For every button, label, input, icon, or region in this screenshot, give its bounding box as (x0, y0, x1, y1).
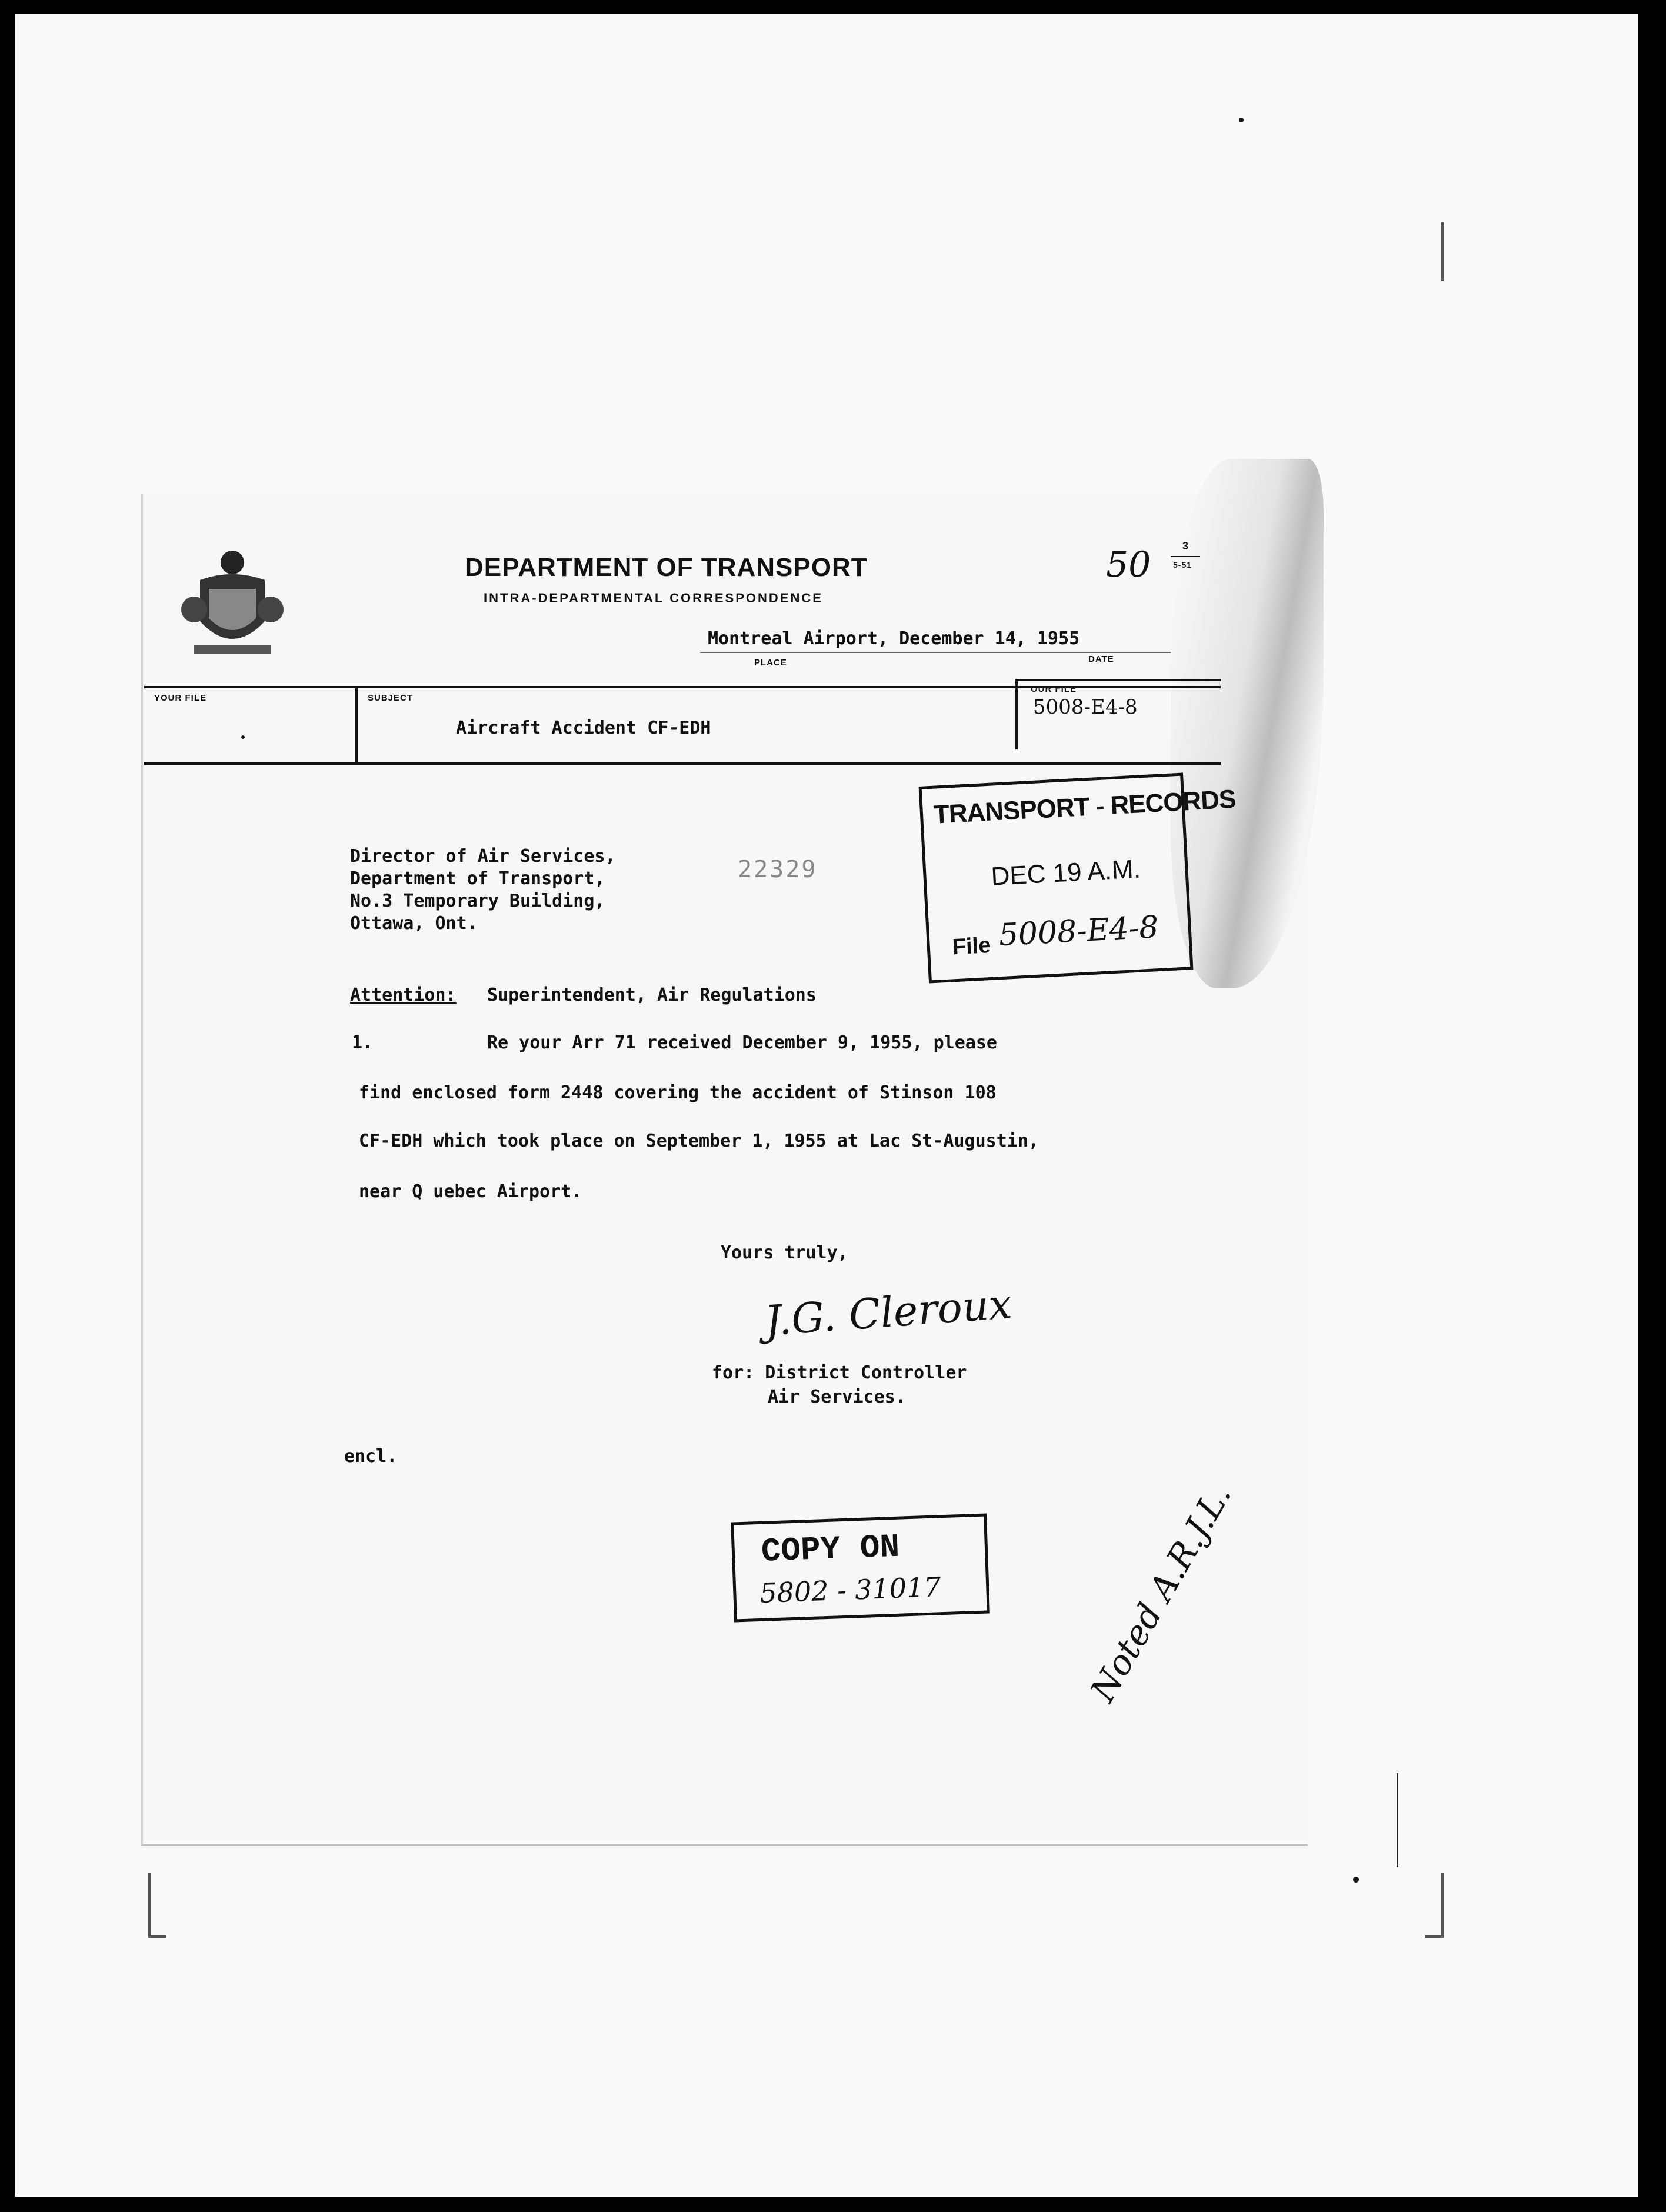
attention-label: Attention: (350, 985, 457, 1005)
body-line-4: near Q uebec Airport. (359, 1181, 582, 1202)
addressee-line-2: Department of Transport, (350, 868, 605, 889)
registry-number: 22329 (738, 856, 818, 883)
speck (241, 735, 245, 739)
crop-mark-bottom-right-v (1441, 1873, 1444, 1938)
our-file-label: OUR FILE (1031, 684, 1077, 694)
copy-on-title: COPY ON (760, 1528, 901, 1571)
form-number-divider (1171, 556, 1200, 557)
our-file-number: 5008-E4-8 (1033, 695, 1138, 719)
form-number-top: 3 (1182, 540, 1189, 552)
subject-label: SUBJECT (368, 693, 414, 703)
signature: J.G. Cleroux (763, 1280, 1014, 1345)
date-label: DATE (1088, 654, 1114, 664)
signatory-line-2: Air Services. (768, 1387, 906, 1407)
subject-text: Aircraft Accident CF-EDH (456, 718, 711, 738)
enclosure-note: encl. (344, 1446, 398, 1467)
your-file-label: YOUR FILE (154, 693, 207, 703)
header-divider-2 (1015, 679, 1018, 749)
coat-of-arms-icon (176, 545, 288, 668)
attention-value: Superintendent, Air Regulations (487, 985, 817, 1005)
crop-mark-top-right (1441, 222, 1444, 281)
handwritten-mark: 50 (1106, 544, 1151, 585)
body-line-3: CF-EDH which took place on September 1, 1955 at Lac St-Augustin, (359, 1131, 1039, 1151)
copy-on-stamp (731, 1513, 990, 1622)
body-line-1: Re your Arr 71 received December 9, 1955, please (487, 1032, 997, 1053)
body-line-2: find enclosed form 2448 covering the accident of Stinson 108 (359, 1082, 997, 1103)
form-number-bottom: 5-51 (1173, 560, 1192, 569)
records-stamp-title: TRANSPORT - RECORDS (932, 784, 1237, 830)
crop-mark-bottom-left-h (148, 1936, 166, 1938)
place-date: Montreal Airport, December 14, 1955 (708, 628, 1080, 649)
header-bottom-rule (144, 762, 1221, 765)
our-file-box-top (1015, 679, 1221, 681)
margin-line (1397, 1773, 1398, 1867)
crop-mark-bottom-right-h (1425, 1936, 1442, 1938)
transport-records-stamp (919, 772, 1237, 983)
speck (1239, 118, 1244, 122)
speck (1353, 1877, 1359, 1883)
addressee-line-4: Ottawa, Ont. (350, 913, 478, 934)
department-title: DEPARTMENT OF TRANSPORT (465, 553, 868, 582)
copy-on-number: 5802 - 31017 (759, 1571, 942, 1609)
records-stamp-file-number: 5008-E4-8 (998, 910, 1159, 954)
salutation: Yours truly, (721, 1242, 848, 1263)
place-date-underline (700, 652, 1171, 653)
records-stamp-date: DEC 19 A.M. (990, 854, 1141, 891)
paragraph-number: 1. (352, 1032, 374, 1053)
department-subtitle: INTRA-DEPARTMENTAL CORRESPONDENCE (484, 591, 823, 605)
addressee-line-3: No.3 Temporary Building, (350, 891, 605, 911)
signatory-line-1: for: District Controller (712, 1362, 967, 1383)
records-stamp-file-label: File (951, 932, 992, 960)
margin-note: Noted A.R.J.L. (1082, 1477, 1239, 1708)
header-divider-1 (355, 686, 358, 765)
place-label: PLACE (754, 658, 787, 668)
crop-mark-bottom-left-v (148, 1873, 151, 1938)
addressee-line-1: Director of Air Services, (350, 846, 616, 867)
